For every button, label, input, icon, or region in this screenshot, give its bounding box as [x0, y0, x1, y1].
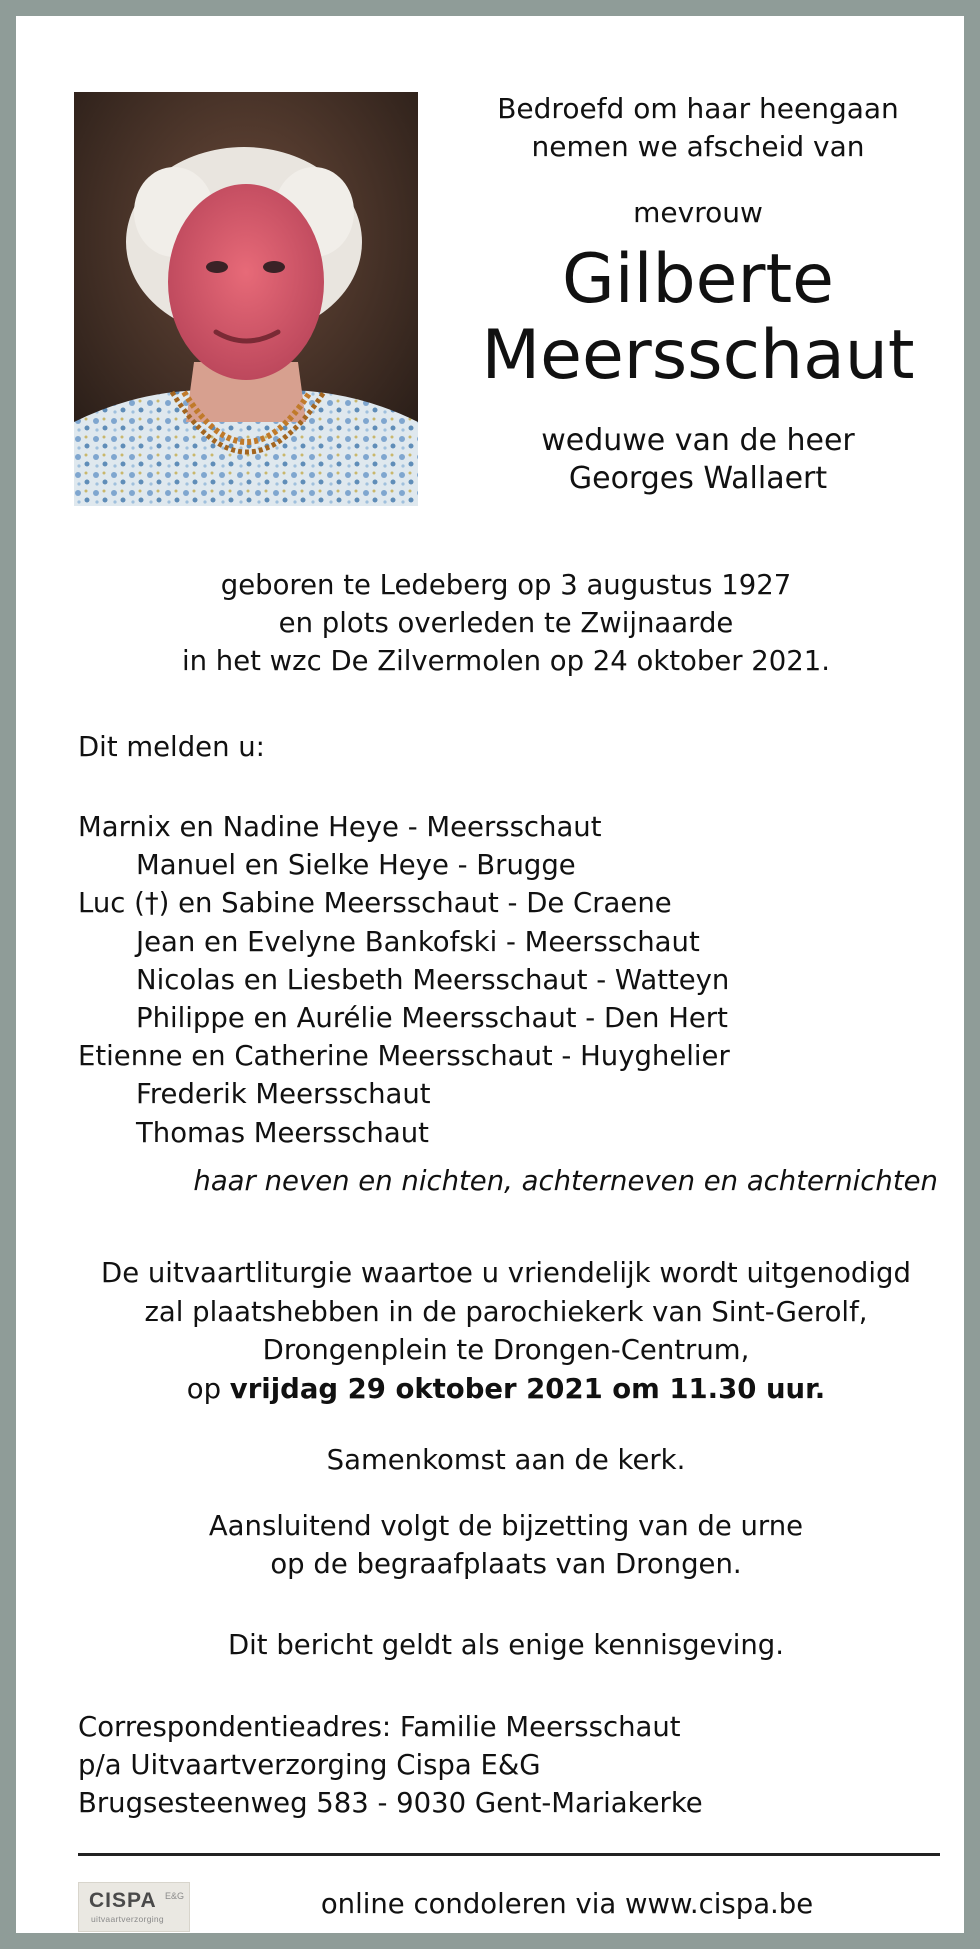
liturgy-line: Drongenplein te Drongen-Centrum,: [262, 1334, 750, 1366]
last-name: Meersschaut: [481, 316, 915, 395]
announce-heading: Dit melden u:: [78, 731, 265, 763]
notice-text: Dit bericht geldt als enige kennisgeving.: [227, 1629, 784, 1661]
family-member: Philippe en Aurélie Meersschaut - Den Hert: [136, 1002, 728, 1035]
address-line: p/a Uitvaartverzorging Cispa E&G: [78, 1749, 541, 1781]
liturgy-date-prefix: op: [186, 1372, 230, 1405]
family-member: Thomas Meersschaut: [136, 1116, 429, 1149]
divider: [78, 1853, 940, 1856]
family-member: Etienne en Catherine Meersschaut - Huyghelier: [78, 1040, 730, 1073]
deceased-name: [456, 242, 940, 394]
logo-wordmark: CISPA: [89, 1889, 157, 1912]
family-member: Marnix en Nadine Heye - Meersschaut: [78, 811, 602, 843]
spouse-info: [456, 422, 940, 498]
portrait-image: [74, 92, 418, 506]
liturgy-date-line: [76, 1370, 936, 1409]
family-member: Frederik Meersschaut: [136, 1078, 431, 1111]
family-list: [78, 808, 730, 1152]
gathering-info: Samenkomst aan de kerk.: [326, 1444, 686, 1476]
address-line: Correspondentieadres: Familie Meersschaut: [78, 1711, 681, 1743]
burial-line: op de begraafplaats van Drongen.: [270, 1548, 742, 1580]
intro-text: [456, 90, 940, 166]
logo-suffix: E&G: [165, 1891, 185, 1901]
family-member: Jean en Evelyne Bankofski - Meersschaut: [136, 925, 700, 958]
born-line: geboren te Ledeberg op 3 augustus 1927: [220, 569, 792, 601]
burial-line: Aansluitend volgt de bijzetting van de urne: [208, 1510, 804, 1542]
liturgy-line: De uitvaartliturgie waartoe u vriendelijk wordt uitgenodigd: [101, 1257, 911, 1289]
spouse-line: weduwe van de heer: [541, 423, 855, 458]
address-line: Brugsesteenweg 583 - 9030 Gent-Mariakerke: [78, 1787, 703, 1819]
relatives-line: haar neven en nichten, achterneven en achternichten: [193, 1165, 938, 1197]
liturgy-info: [76, 1254, 936, 1408]
intro-line: nemen we afscheid van: [531, 130, 865, 163]
family-member: Manuel en Sielke Heye - Brugge: [136, 849, 576, 882]
born-line: en plots overleden te Zwijnaarde: [278, 607, 734, 639]
spouse-line: Georges Wallaert: [568, 461, 828, 496]
honorific: mevrouw: [633, 196, 763, 229]
portrait-photo: [74, 92, 418, 506]
correspondence-address: [78, 1708, 703, 1822]
intro-line: Bedroefd om haar heengaan: [497, 92, 899, 125]
born-line: in het wzc De Zilvermolen op 24 oktober 2021.: [181, 645, 831, 677]
birth-death-info: [76, 566, 936, 680]
logo-subtitle: uitvaartverzorging: [91, 1914, 164, 1924]
liturgy-line: zal plaatshebben in de parochiekerk van Sint-Gerolf,: [144, 1295, 868, 1328]
burial-info: [76, 1507, 936, 1583]
first-name: Gilberte: [562, 240, 834, 319]
family-member: Nicolas en Liesbeth Meersschaut - Watteyn: [136, 963, 730, 996]
family-member: Luc (†) en Sabine Meersschaut - De Craene: [78, 887, 672, 920]
online-condolence-link[interactable]: online condoleren via www.cispa.be: [320, 1888, 814, 1920]
liturgy-date: vrijdag 29 oktober 2021 om 11.30 uur.: [229, 1372, 826, 1405]
cispa-logo: [78, 1882, 190, 1932]
